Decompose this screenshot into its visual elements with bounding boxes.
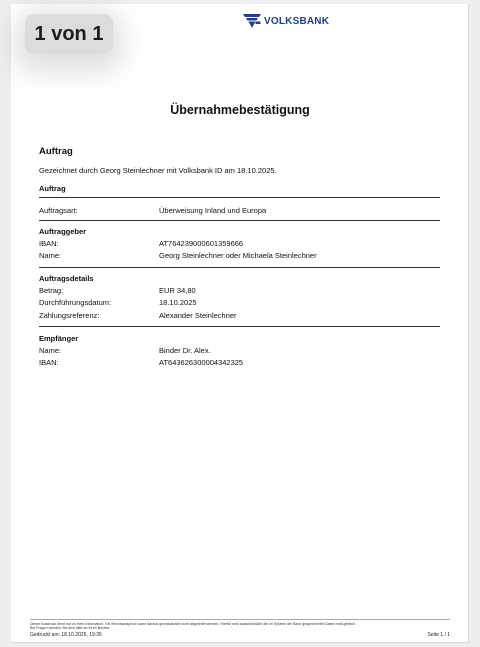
row-value: Georg Steinlechner oder Michaela Steinlechner: [159, 251, 317, 261]
row-value: Überweisung Inland und Europa: [159, 205, 267, 215]
row-value: Binder Dr. Alex.: [159, 345, 211, 355]
document-page: [11, 4, 469, 643]
row-label: IBAN:: [39, 238, 59, 248]
footer-print-info: [30, 632, 450, 638]
section-empfaenger: [39, 334, 440, 343]
section-heading: Auftraggeber: [39, 227, 87, 236]
detail-row: [39, 344, 440, 357]
volksbank-logo: [243, 14, 329, 28]
row-value: 18.10.2025: [159, 298, 197, 308]
section-auftrag: [39, 184, 440, 193]
detail-row: [39, 357, 440, 370]
row-label: IBAN:: [39, 358, 59, 368]
divider: [39, 326, 440, 327]
section-rule: [39, 326, 440, 327]
section-auftrag-rows: [39, 204, 440, 217]
footer-disclaimer: Dieser Ausdruck dient nur zu Ihrer Information. Ein Rechtsanspruch kann daraus grundsätzlich nicht abgeleitet werden. Hierfür sind ausschließlich die im System der Bank gespeicherten Daten maßgeblich.: [30, 622, 356, 626]
divider: [39, 197, 440, 198]
footer-divider: [30, 619, 450, 620]
detail-row: [39, 237, 440, 250]
row-label: Name:: [39, 345, 62, 355]
main-section-heading-wrap: [39, 146, 440, 157]
row-value: AT764239000601359666: [159, 238, 244, 248]
row-label: Auftragsart:: [39, 205, 78, 215]
section-auftragsdetails: [39, 274, 440, 283]
detail-row: [39, 297, 440, 310]
row-label: Betrag:: [39, 285, 64, 295]
detail-row: [39, 284, 440, 297]
page-number: Seite 1 / 1: [427, 631, 450, 638]
section-rule: [39, 197, 440, 198]
section-empfaenger-rows: [39, 344, 440, 369]
divider: [39, 220, 440, 221]
intro-wrap: [39, 166, 440, 175]
page-indicator-text: 1 von 1: [34, 22, 104, 45]
divider: [39, 267, 440, 268]
document-title: Übernahmebestätigung: [170, 103, 310, 117]
row-value: EUR 34,80: [159, 285, 196, 295]
section-auftragsdetails-rows: [39, 284, 440, 322]
signature-note: Gezeichnet durch Georg Steinlechner mit Volksbank ID am 18.10.2025.: [39, 166, 277, 175]
detail-row: [39, 204, 440, 217]
section-auftraggeber: [39, 227, 440, 236]
detail-row: [39, 250, 440, 263]
section-heading: Empfänger: [39, 334, 79, 343]
row-label: Durchführungsdatum:: [39, 298, 112, 308]
volksbank-logo-icon: [243, 14, 261, 28]
row-value: Alexander Steinlechner: [159, 310, 237, 320]
main-section-heading: Auftrag: [39, 146, 73, 157]
detail-row: [39, 309, 440, 322]
section-auftraggeber-rows: [39, 237, 440, 262]
row-value: AT643626300004342325: [159, 358, 244, 368]
section-rule: [39, 220, 440, 221]
brand-name: VOLKSBANK: [264, 15, 330, 27]
page-indicator-badge: [25, 14, 113, 54]
row-label: Zahlungsreferenz:: [39, 310, 100, 320]
section-heading: Auftragsdetails: [39, 274, 94, 283]
printed-timestamp: Gedruckt am: 18.10.2025, 19:35: [30, 631, 102, 638]
section-rule: [39, 267, 440, 268]
document-footer: [30, 619, 450, 638]
section-heading: Auftrag: [39, 184, 66, 193]
footer-disclaimer-questions: Bei Fragen wenden Sie sich bitte an Ihren Berater.: [30, 626, 111, 631]
row-label: Name:: [39, 251, 62, 261]
